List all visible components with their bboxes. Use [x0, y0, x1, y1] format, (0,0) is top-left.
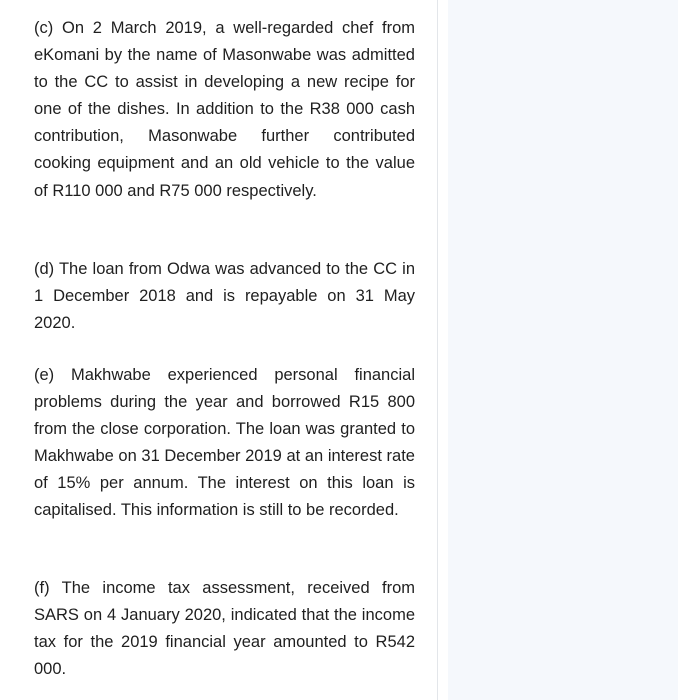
- panel-gutter: [438, 0, 448, 700]
- paragraph-e: (e) Makhwabe experienced personal financial problems during the year and borrowed R15 800 from the close corporation. The loan was granted to Makhwabe on 31 December 2019 at an interest rate of 15% per annum. The interest on this loan is capitalised. This information is still to be recorded.: [34, 366, 415, 520]
- paragraph-c: (c) On 2 March 2019, a well-regarded chef from eKomani by the name of Masonwabe was admitted to the CC to assist in developing a new recipe for one of the dishes. In addition to the R38 000 cash contribution, Masonwabe further contributed cooking equipment and an old vehicle to the value of R110 000 and R75 000 respectively.: [34, 19, 415, 200]
- answer-side-panel: [448, 0, 678, 700]
- paragraph-d: (d) The loan from Odwa was advanced to the CC in 1 December 2018 and is repayable on 31 May 2020.: [34, 260, 415, 333]
- paragraph-f: (f) The income tax assessment, received from SARS on 4 January 2020, indicated that the income tax for the 2019 financial year amounted to R542 000.: [34, 579, 415, 679]
